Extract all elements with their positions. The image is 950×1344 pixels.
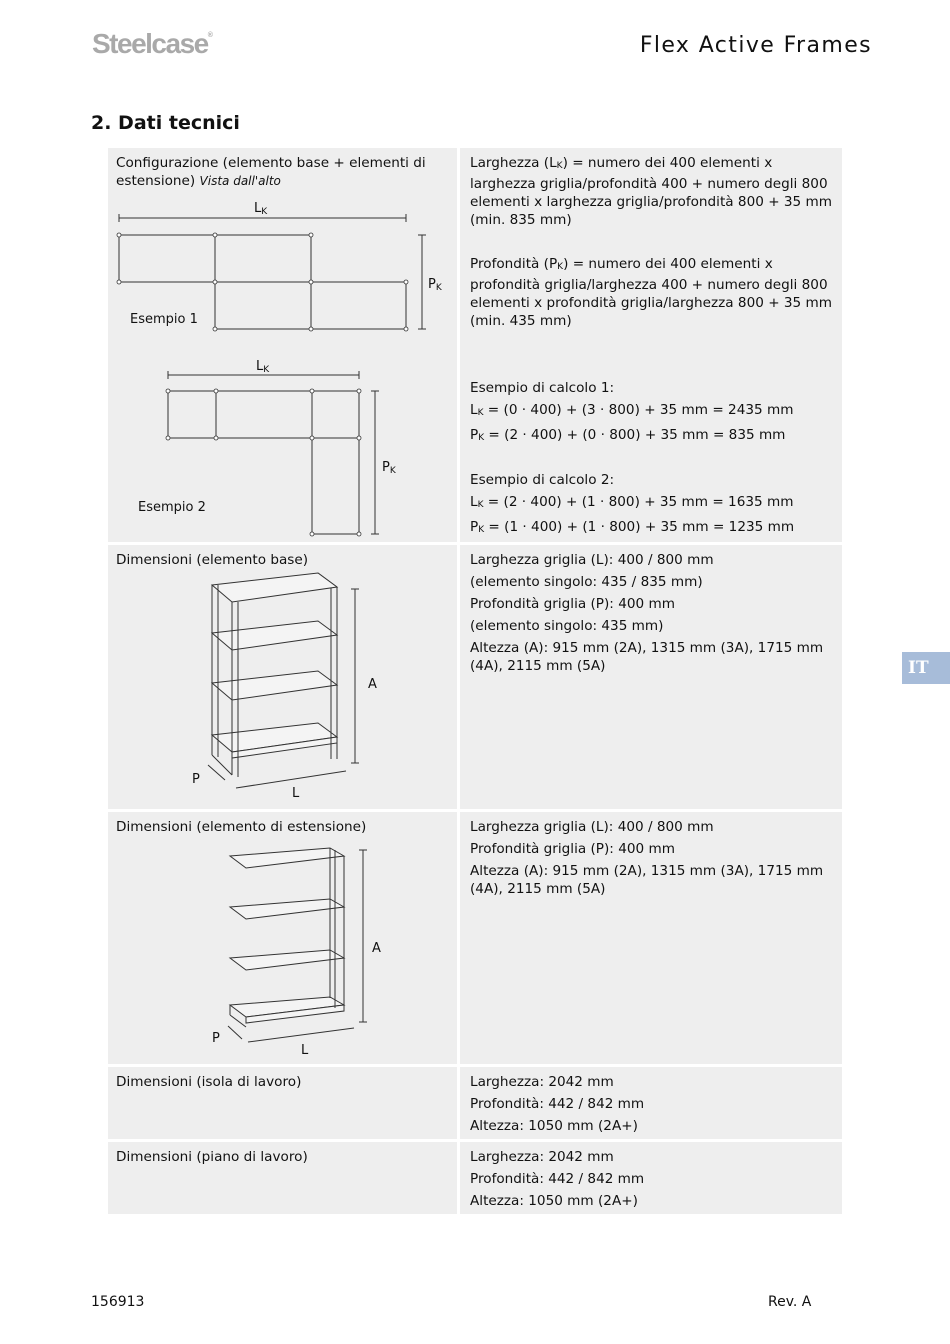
table-row xyxy=(108,545,842,809)
extension-element-specs xyxy=(460,812,842,1064)
depth-label: P xyxy=(192,772,200,787)
spec-line: Altezza (A): 915 mm (2A), 1315 mm (3A), 1715 mm (4A), 2115 mm (5A) xyxy=(470,863,824,897)
work-island-cell xyxy=(108,1067,457,1139)
top-view-diagram xyxy=(108,148,457,542)
depth-formula: Profondità $(P_K)$ = numero dei 400 elementi x profondità griglia/larghezza 400 + numero degli 800 elementi x profondità griglia/larghezza 800 + 35 mm (min. 435 mm) xyxy=(470,256,833,329)
width-label: L xyxy=(292,786,300,801)
revision-label: Rev. A xyxy=(768,1294,812,1310)
document-number: 156913 xyxy=(91,1294,145,1310)
lk-label-2: LK xyxy=(256,359,270,375)
height-label: A xyxy=(372,941,381,956)
pk-label-1: PK xyxy=(428,277,442,293)
product-title: Flex Active Frames xyxy=(639,33,872,58)
lk-label-1: LK xyxy=(254,201,268,217)
spec-line: Profondità griglia (P): 400 mm xyxy=(470,841,675,857)
spec-line: (elemento singolo: 435 mm) xyxy=(470,618,664,634)
work-surface-cell xyxy=(108,1142,457,1214)
base-element-specs xyxy=(460,545,842,809)
spec-line: Altezza: 1050 mm (2A+) xyxy=(470,1118,638,1134)
spec-line: Altezza (A): 915 mm (2A), 1315 mm (3A), 1715 mm (4A), 2115 mm (5A) xyxy=(470,640,824,674)
base-element-title: Dimensioni (elemento base) xyxy=(116,552,309,568)
base-element-cell xyxy=(108,545,457,809)
extension-element-cell xyxy=(108,812,457,1064)
depth-label: P xyxy=(212,1031,220,1046)
work-surface-title: Dimensioni (piano di lavoro) xyxy=(116,1149,308,1165)
language-tab[interactable]: IT xyxy=(902,652,950,684)
calc1-title: Esempio di calcolo 1: xyxy=(470,380,615,396)
spec-table xyxy=(108,148,842,1217)
calc1-pk: $P_K = (2 \cdot 400) + (0 \cdot 800) + 35$ mm = 835 mm xyxy=(470,427,786,443)
spec-line: Larghezza: 2042 mm xyxy=(470,1074,614,1090)
spec-line: (elemento singolo: 435 / 835 mm) xyxy=(470,574,703,590)
steelcase-logo: Steelcase® xyxy=(92,28,213,59)
base-element-drawing xyxy=(108,545,457,809)
extension-element-title: Dimensioni (elemento di estensione) xyxy=(116,819,367,835)
calc1-lk: $L_K = (0 \cdot 400) + (3 \cdot 800) + 35$ mm = 2435 mm xyxy=(470,402,794,418)
spec-line: Profondità griglia (P): 400 mm xyxy=(470,596,675,612)
table-row xyxy=(108,1067,842,1139)
calc2-lk: $L_K = (2 \cdot 400) + (1 \cdot 800) + 35$ mm = 1635 mm xyxy=(470,494,794,510)
example-1-label: Esempio 1 xyxy=(130,312,198,327)
work-surface-specs xyxy=(460,1142,842,1214)
config-title: Configurazione (elemento base + elementi di estensione) Vista dall'alto xyxy=(116,155,426,189)
calc2-pk: $P_K = (1 \cdot 400) + (1 \cdot 800) + 35$ mm = 1235 mm xyxy=(470,519,795,535)
width-formula: Larghezza $(L_K)$ = numero dei 400 elementi x larghezza griglia/profondità 400 + numero degli 800 elementi x larghezza griglia/profondità 800 + 35 mm (min. 835 mm) xyxy=(470,155,833,228)
spec-line: Larghezza griglia (L): 400 / 800 mm xyxy=(470,552,714,568)
work-island-title: Dimensioni (isola di lavoro) xyxy=(116,1074,302,1090)
work-island-specs xyxy=(460,1067,842,1139)
config-formulas xyxy=(460,148,842,542)
spec-line: Profondità: 442 / 842 mm xyxy=(470,1171,645,1187)
example-2-label: Esempio 2 xyxy=(138,500,206,515)
width-label: L xyxy=(301,1043,309,1058)
extension-element-drawing xyxy=(108,812,457,1064)
section-title: 2. Dati tecnici xyxy=(91,112,240,134)
spec-line: Larghezza: 2042 mm xyxy=(470,1149,614,1165)
height-label: A xyxy=(368,677,377,692)
table-row xyxy=(108,148,842,542)
spec-line: Larghezza griglia (L): 400 / 800 mm xyxy=(470,819,714,835)
pk-label-2: PK xyxy=(382,460,396,476)
calc2-title: Esempio di calcolo 2: xyxy=(470,472,615,488)
spec-line: Altezza: 1050 mm (2A+) xyxy=(470,1193,638,1209)
spec-line: Profondità: 442 / 842 mm xyxy=(470,1096,645,1112)
table-row xyxy=(108,812,842,1064)
table-row xyxy=(108,1142,842,1214)
config-cell xyxy=(108,148,457,542)
